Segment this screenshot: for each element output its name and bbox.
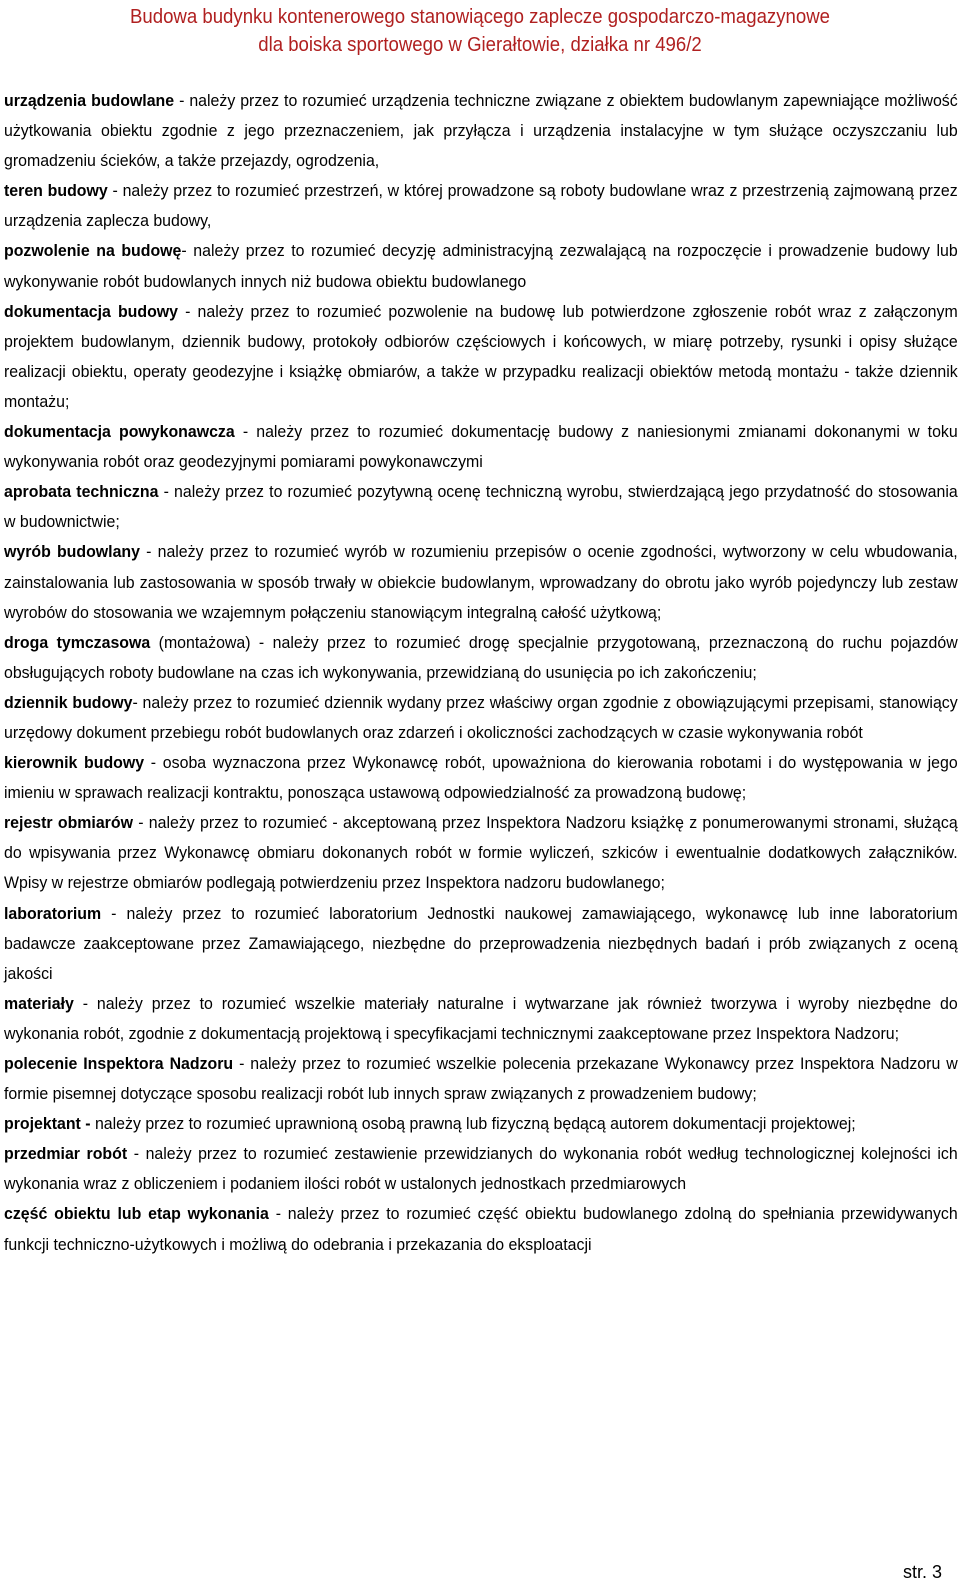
definition-laboratorium — [4, 899, 958, 989]
definition-wyrob-budowlany — [4, 537, 958, 627]
definition-polecenie-inspektora-nadzoru — [4, 1049, 958, 1109]
definition-kierownik-budowy — [4, 748, 958, 808]
term-definition: - należy przez to rozumieć wszelkie materiały naturalne i wytwarzane jak również tworzywa i wyroby niezbędne do wykonania robót, zgodnie z dokumentacją projektową i specyfikacjami technicznymi zaakceptowane przez Inspektora Nadzoru; — [4, 993, 958, 1043]
header-title-line-2: dla boiska sportowego w Gierałtowie, działka nr 496/2 — [258, 34, 702, 56]
definition-dziennik-budowy — [4, 688, 958, 748]
term-label: przedmiar robót — [4, 1144, 128, 1164]
term-definition: - należy przez to rozumieć dokumentację budowy z naniesionymi zmianami dokonanymi w toku wykonywania robót oraz geodezyjnymi pomiarami powykonawczymi — [4, 422, 958, 472]
definition-urzadzenia-budowlane — [4, 86, 958, 176]
definition-dokumentacja-powykonawcza — [4, 417, 958, 477]
term-label: rejestr obmiarów — [4, 813, 133, 833]
term-definition: - należy przez to rozumieć przestrzeń, w której prowadzone są roboty budowlane wraz z przestrzenią zajmowaną przez urządzenia zaplecza budowy, — [4, 181, 958, 231]
term-label: dokumentacja powykonawcza — [4, 422, 235, 442]
term-definition: - należy przez to rozumieć pozytywną ocenę techniczną wyrobu, stwierdzającą jego przydatność do stosowania w budownictwie; — [4, 482, 958, 532]
term-label: materiały — [4, 993, 74, 1013]
page-number: str. 3 — [902, 1562, 942, 1582]
term-label: dokumentacja budowy — [4, 301, 179, 321]
term-label: laboratorium — [4, 903, 102, 923]
term-label: droga tymczasowa — [4, 632, 151, 652]
term-label: kierownik budowy — [4, 753, 145, 773]
term-definition: - osoba wyznaczona przez Wykonawcę robót, upoważniona do kierowania robotami i do występowania w jego imieniu w sprawach realizacji kontraktu, ponosząca ustawową odpowiedzialność za prowadzoną budowę; — [4, 753, 958, 803]
term-label: polecenie Inspektora Nadzoru — [4, 1054, 234, 1073]
term-definition: - należy przez to rozumieć zestawienie przewidzianych do wykonania robót według technologicznej kolejności ich wykonania wraz z obliczeniem i podaniem ilości robót w ustalonych jednostkach przedmiarowych — [4, 1144, 958, 1194]
term-label: projektant - — [4, 1114, 91, 1134]
term-definition: - należy przez to rozumieć urządzenia techniczne związane z obiektem budowlanym zapewniające możliwość użytkowania obiektu zgodnie z jego przeznaczeniem, jak przyłącza i urządzenia instalacyjne w tym służące oczyszczaniu lub gromadzeniu ścieków, a także przejazdy, ogrodzenia, — [4, 91, 958, 171]
term-definition: - należy przez to rozumieć część obiektu budowlanego zdolną do spełniania przewidywanych funkcji techniczno-użytkowych i możliwą do odebrania i przekazania do eksploatacji — [4, 1204, 958, 1254]
definition-czesc-obiektu — [4, 1199, 958, 1259]
term-definition: - należy przez to rozumieć dziennik wydany przez właściwy organ zgodnie z obowiązującymi przepisami, stanowiący urzędowy dokument przebiegu robót budowlanych oraz zdarzeń i okoliczności zachodzących w czasie wykonywania robót — [4, 692, 958, 742]
definition-rejestr-obmiarow — [4, 808, 958, 898]
term-definition: - należy przez to rozumieć decyzję administracyjną zezwalającą na rozpoczęcie i prowadzenie budowy lub wykonywanie robót budowlanych innych niż budowa obiektu budowlanego — [4, 241, 958, 291]
definition-projektant — [4, 1109, 958, 1139]
term-definition: - należy przez to rozumieć - akceptowaną przez Inspektora Nadzoru książkę z ponumerowanymi stronami, służącą do wpisywania przez Wykonawcę obmiaru dokonanych robót w formie wyliczeń, szkiców i ewentualnie dodatkowych załączników. Wpisy w rejestrze obmiarów podlegają potwierdzeniu przez Inspektora nadzoru budowlanego; — [4, 813, 958, 893]
definition-dokumentacja-budowy — [4, 297, 958, 417]
definition-materialy — [4, 989, 958, 1049]
page-header — [34, 0, 927, 59]
header-title-line-1: Budowa budynku kontenerowego stanowiącego zaplecze gospodarczo-magazynowe — [129, 6, 831, 28]
term-definition: - należy przez to rozumieć pozwolenie na budowę lub potwierdzone zgłoszenie robót wraz z załączonym projektem budowlanym, dziennik budowy, protokoły odbiorów częściowych i końcowych, w miarę potrzeby, rysunki i opisy służące realizacji obiektu, operaty geodezyjne i książkę obmiarów, a także w przypadku realizacji obiektów metodą montażu - także dziennik montażu; — [4, 301, 958, 411]
definition-przedmiar-robot — [4, 1139, 958, 1199]
term-label: wyrób budowlany — [4, 542, 140, 562]
definition-teren-budowy — [4, 176, 958, 236]
term-label: część obiektu lub etap wykonania — [4, 1204, 269, 1224]
definitions-list — [4, 86, 958, 1260]
term-label: aprobata techniczna — [4, 482, 159, 502]
term-label: pozwolenie na budowę — [4, 241, 182, 261]
term-label: urządzenia budowlane — [4, 91, 175, 110]
term-definition: - należy przez to rozumieć laboratorium Jednostki naukowej zamawiającego, wykonawcę lub inne laboratorium badawcze zaakceptowane przez Zamawiającego, niezbędne do przeprowadzenia niezbędnych badań i prób związanych z oceną jakości — [4, 903, 958, 983]
definition-droga-tymczasowa — [4, 628, 958, 688]
term-definition: (montażowa) - należy przez to rozumieć drogę specjalnie przygotowaną, przeznaczoną do ruchu pojazdów obsługujących roboty budowlane na czas ich wykonywania, przewidzianą do usunięcia po ich zakończeniu; — [4, 632, 958, 682]
term-label: dziennik budowy — [4, 692, 133, 712]
definition-pozwolenie-na-budowe — [4, 236, 958, 296]
term-label: teren budowy — [4, 181, 108, 201]
term-definition: należy przez to rozumieć uprawnioną osobą prawną lub fizyczną będącą autorem dokumentacji projektowej; — [90, 1114, 856, 1134]
term-definition: - należy przez to rozumieć wszelkie polecenia przekazane Wykonawcy przez Inspektora Nadzoru w formie pisemnej dotyczące sposobu realizacji robót lub innych spraw związanych z prowadzeniem budowy; — [4, 1054, 958, 1104]
definition-aprobata-techniczna — [4, 477, 958, 537]
term-definition: - należy przez to rozumieć wyrób w rozumieniu przepisów o ocenie zgodności, wytworzony w celu wbudowania, zainstalowania lub zastosowania w sposób trwały w obiekcie budowlanym, wprowadzany do obrotu jako wyrób pojedynczy lub zestaw wyrobów do stosowania we wzajemnym połączeniu stanowiącym integralną całość użytkową; — [4, 542, 958, 622]
